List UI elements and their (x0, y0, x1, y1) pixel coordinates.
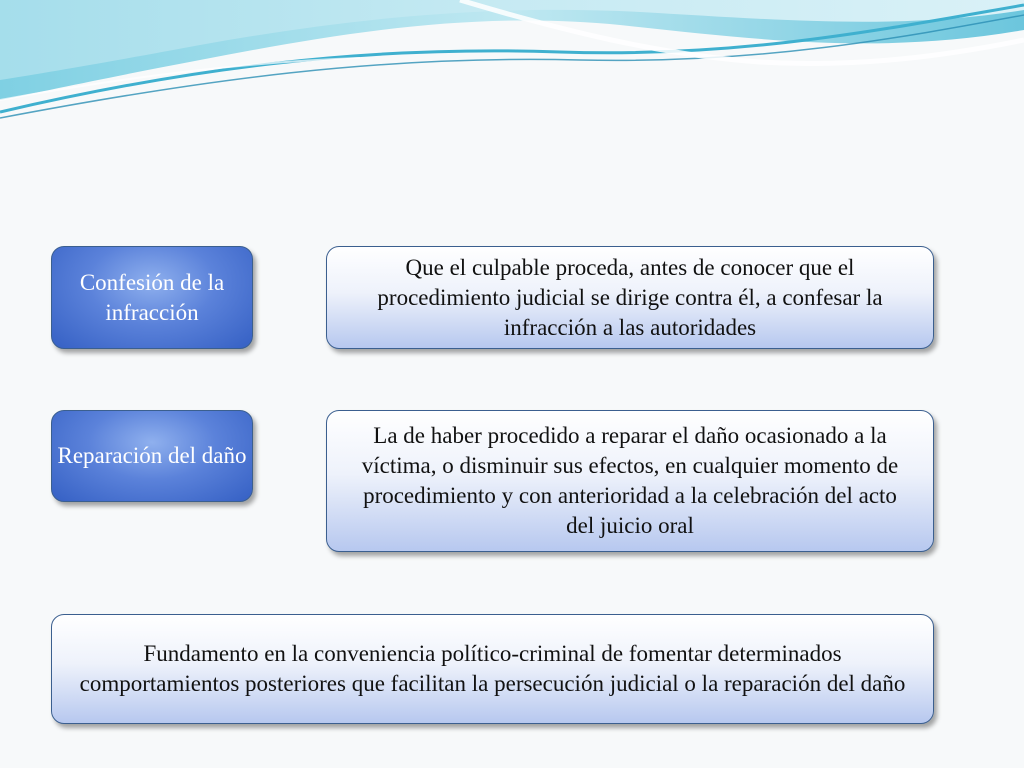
label-box-reparacion (51, 410, 253, 502)
header-wave-decoration (0, 0, 1024, 130)
description-box-confesion (326, 246, 934, 349)
description-box-reparacion (326, 410, 934, 552)
footer-text-fundamento: Fundamento en la conveniencia político-criminal de fomentar determinados comportamientos posteriores que facilitan la persecución judicial o la reparación del daño (79, 641, 906, 696)
description-text-confesion: Que el culpable proceda, antes de conocer que el procedimiento judicial se dirige contra él, a confesar la infracción a las autoridades (377, 254, 883, 340)
description-text-reparacion: La de haber procedido a reparar el daño ocasionado a la víctima, o disminuir sus efectos, en cualquier momento de procedimiento y con anterioridad a la celebración del acto del juicio oral (361, 423, 899, 538)
footer-box-fundamento (51, 614, 934, 724)
label-box-confesion (51, 246, 253, 349)
label-text-confesion: Confesión de la infracción (79, 269, 225, 325)
label-text-reparacion: Reparación del daño (57, 443, 247, 468)
